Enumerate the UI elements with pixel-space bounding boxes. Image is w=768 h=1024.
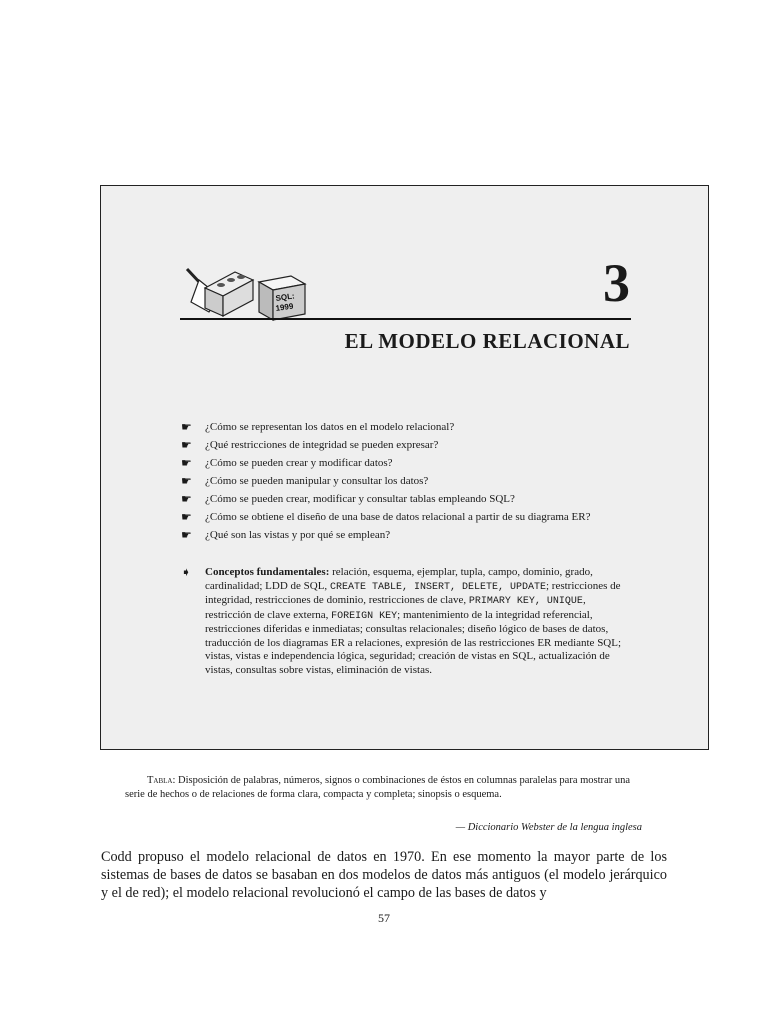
arrow-bullet-icon: ➧ [181, 565, 192, 579]
epigraph-label: Tabla: [147, 775, 176, 786]
pointing-hand-icon: ☛ [181, 474, 192, 488]
question-list [181, 421, 633, 547]
question-item [181, 529, 633, 543]
pointing-hand-icon: ☛ [181, 456, 192, 470]
pointing-hand-icon: ☛ [181, 420, 192, 434]
concepts-text-3: , restricción de clave externa, [205, 594, 586, 621]
chapter-logo [183, 266, 308, 322]
pointing-hand-icon: ☛ [181, 438, 192, 452]
concepts-code-1: CREATE TABLE, INSERT, DELETE, UPDATE [329, 581, 546, 593]
question-item [181, 475, 633, 489]
pointing-hand-icon: ☛ [181, 492, 192, 506]
epigraph-text: Disposición de palabras, números, signos o combinaciones de éstos en columnas paralelas para mostrar una serie de hechos o de relaciones de forma clara, compacta y completa; sinopsis o esquema. [125, 775, 630, 800]
question-text: ¿Cómo se pueden manipular y consultar los datos? [205, 475, 429, 487]
question-item [181, 421, 633, 435]
concepts-text-2: ; restricciones de integridad, restricciones de dominio, restricciones de clave, [205, 579, 621, 606]
logo-label-line1: SQL: [275, 291, 296, 303]
pointing-hand-icon: ☛ [181, 510, 192, 524]
body-paragraph: Codd propuso el modelo relacional de datos en 1970. En ese momento la mayor parte de los sistemas de bases de datos se basaban en dos modelos de datos más antiguos (el modelo jerárquico y el de red); el modelo relacional revolucionó el campo de las bases de datos y [101, 849, 667, 901]
question-item [181, 439, 633, 453]
question-text: ¿Cómo se pueden crear, modificar y consultar tablas empleando SQL? [205, 493, 515, 505]
concepts-code-2: PRIMARY KEY, UNIQUE [468, 596, 583, 607]
question-item [181, 511, 633, 525]
page-number: 57 [378, 911, 390, 925]
pointing-hand-icon: ☛ [181, 528, 192, 542]
concepts-code-3: FOREIGN KEY [331, 610, 398, 622]
question-text: ¿Qué son las vistas y por qué se emplean? [205, 529, 391, 541]
question-item [181, 457, 633, 471]
question-text: ¿Qué restricciones de integridad se pueden expresar? [205, 439, 439, 451]
concepts-text-4: ; mantenimiento de la integridad referencial, restricciones diferidas e inmediatas; consultas relacionales; diseño lógico de bases de datos, traducción de los diagramas ER a relaciones, expresión de las restricciones ER mediante SQL; vistas, vistas e independencia lógica, seguridad; creación de vistas en SQL, actualización de vistas, consultas sobre vistas, eliminación de vistas. [205, 608, 622, 676]
question-text: ¿Cómo se representan los datos en el modelo relacional? [205, 421, 455, 433]
title-rule [180, 318, 631, 320]
chapter-title: EL MODELO RELACIONAL [344, 329, 630, 353]
question-text: ¿Cómo se pueden crear y modificar datos? [205, 457, 393, 469]
brick-icon [205, 272, 253, 316]
epigraph [125, 774, 643, 802]
logo-label-line2: 1999 [275, 301, 294, 313]
concepts-lead: Conceptos fundamentales: [205, 566, 330, 578]
question-item [181, 493, 633, 507]
key-concepts [181, 566, 633, 677]
concepts-text-1: relación, esquema, ejemplar, tupla, campo, dominio, grado, cardinalidad; LDD de SQL, [205, 566, 593, 592]
sql-cube-icon [259, 276, 305, 320]
chapter-number: 3 [603, 253, 630, 313]
epigraph-attribution: — Diccionario Webster de la lengua inglesa [455, 822, 642, 833]
chapter-header-box [100, 185, 709, 750]
question-text: ¿Cómo se obtiene el diseño de una base de datos relacional a partir de su diagrama ER? [205, 511, 591, 523]
